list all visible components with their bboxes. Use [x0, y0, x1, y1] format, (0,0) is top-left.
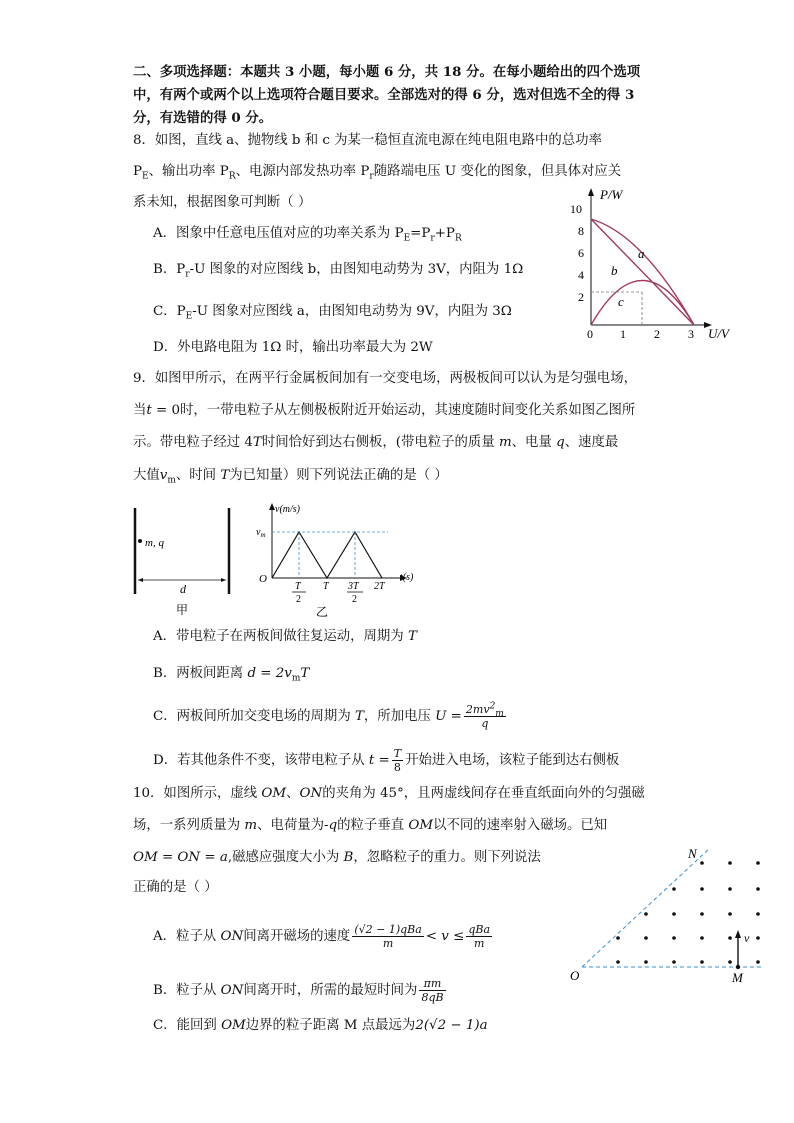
q9-option-c-fraction: $\frac{2mv^2_m}{q}$ [465, 701, 504, 730]
field-dot [700, 936, 704, 940]
q9-stem-line-3: 示。带电粒子经过 4T时间恰好到达右侧板，(带电粒子的质量 m、电量 q、速度最 [133, 435, 619, 450]
q9-stem-line-4: 大值$v_m$、时间 T为已知量）则下列说法正确的是（ ） [133, 468, 448, 486]
q8-option-d: D．外电路电阻为 1Ω 时，输出功率最大为 2W [153, 340, 433, 355]
graph-curve-c [591, 281, 694, 326]
vt-tick-2T: 2T [374, 581, 385, 592]
graph-y-tick-8: 8 [578, 224, 584, 238]
q9-figure-yi [254, 498, 424, 620]
graph-label-a: a [638, 246, 645, 261]
field-dot [728, 887, 732, 891]
field-dot [672, 887, 676, 891]
caption-jia: 甲 [176, 603, 189, 617]
q9-figure-jia [126, 504, 246, 619]
distance-label: d [180, 582, 186, 596]
vt-origin: O [259, 573, 267, 585]
q8-stem-line-1: 8．如图，直线 a、抛物线 b 和 c 为某一稳恒直流电源在纯电阻电路中的总功率 [133, 133, 602, 148]
field-dot [756, 912, 760, 916]
q9-option-b: B．两板间距离 $d = 2v_mT$ [153, 666, 310, 684]
q10-option-a-fraction-2: $\frac{\text{qBa}}{m}$ [468, 923, 491, 950]
q8-option-b: B．$P_r-U$ 图象的对应图线 b，由图知电动势为 3V，内阻为 1Ω [153, 262, 524, 280]
vt-tick-half-num: T [295, 581, 301, 592]
graph-y-arrow [588, 188, 594, 196]
q10-stem-line-3: OM = ON = a,磁感应强度大小为 B，忽略粒子的重力。则下列说法 [133, 850, 541, 865]
field-dot [644, 912, 648, 916]
graph-label-c: c [618, 294, 624, 309]
graph-y-tick-4: 4 [578, 268, 584, 282]
q9-option-d-fraction: $\frac{T}{8}$ [393, 747, 402, 774]
graph-y-tick-10: 10 [570, 202, 582, 216]
field-dot [700, 861, 704, 865]
q10-option-b-fraction: $\frac{\pi m}{8qB}$ [421, 977, 444, 1004]
field-dot [756, 887, 760, 891]
field-dot [672, 912, 676, 916]
vt-t-label: t(s) [400, 572, 414, 583]
label-N: N [688, 846, 697, 861]
field-dot [756, 936, 760, 940]
vt-tick-T: T [323, 581, 329, 592]
graph-y-tick-6: 6 [578, 246, 584, 260]
q9-option-d: D．若其他条件不变，该带电粒子从 t = $\frac{T}{8}$ 开始进入电场，该粒子能到达右侧板 [153, 747, 620, 774]
field-dot [700, 887, 704, 891]
q9-stem-line-2: 当t = 0时，一带电粒子从左侧极板附近开始运动，其速度随时间变化关系如图乙图所 [133, 403, 636, 418]
q10-field-figure [560, 840, 770, 990]
graph-y-tick-2: 2 [578, 290, 584, 304]
field-dot [644, 936, 648, 940]
q10-option-a-fraction-1: $\frac{\text{(√2 − 1)qBa}}{m}$ [354, 923, 422, 950]
vt-tick-3half-den: 2 [352, 594, 357, 605]
point-M [736, 965, 740, 969]
section-header-line-2: 中，有两个或两个以上选项符合题目要求。全部选对的得 6 分，选对但选不全的得 3 [133, 87, 635, 103]
q9-stem-line-1: 9．如图甲所示，在两平行金属板间加有一交变电场，两极板间可以认为是匀强电场， [133, 371, 637, 386]
particle-dot [138, 539, 142, 543]
field-dot [756, 861, 760, 865]
q10-option-b: B．粒子从 ON间离开时，所需的最短时间为 $\frac{\pi m}{8qB}$ [153, 977, 444, 1004]
q9-option-a: A．带电粒子在两板间做往复运动，周期为 T [153, 629, 417, 644]
q10-stem-line-2: 场，一系列质量为 m、电荷量为-q的粒子垂直 OM以不同的速率射入磁场。已知 [133, 818, 608, 833]
q10-stem-line-1: 10．如图所示，虚线 OM、ON的夹角为 45°，且两虚线间存在垂直纸面向外的匀强磁 [133, 786, 645, 801]
section-header-line-3: 分，有选错的得 0 分。 [133, 110, 273, 126]
graph-x-tick-3: 3 [688, 327, 694, 341]
vt-tick-3half-num: 3T [348, 581, 359, 592]
q10-option-c: C．能回到 OM边界的粒子距离 M 点最远为2(√2 − 1)a [153, 1018, 488, 1033]
field-dot [728, 936, 732, 940]
vt-vm-label: $v_m$ [256, 527, 266, 539]
distance-arrow-right [221, 578, 226, 582]
velocity-arrow [735, 930, 741, 938]
field-dot [644, 960, 648, 964]
field-dot [616, 936, 620, 940]
field-dot [700, 912, 704, 916]
q8-stem-line-3: 系未知，根据图象可判断（ ） [133, 195, 312, 210]
q9-option-c: C．两板间所加交变电场的周期为 T，所加电压 U = $\frac{2mv^2_m}{q}$ [153, 701, 504, 730]
graph-x-tick-2: 2 [654, 327, 660, 341]
label-O: O [570, 968, 580, 983]
field-dot [728, 960, 732, 964]
graph-x-label: U/V [708, 326, 729, 341]
q8-option-c: C．$P_E-U$ 图象对应图线 a，由图知电动势为 9V，内阻为 3Ω [153, 304, 512, 322]
graph-x-tick-0: 0 [587, 327, 593, 341]
q8-power-graph [558, 182, 748, 342]
label-v: v [744, 931, 750, 945]
vt-tick-half-den: 2 [296, 594, 301, 605]
field-dot [672, 960, 676, 964]
graph-x-tick-1: 1 [620, 327, 626, 341]
field-dot [616, 960, 620, 964]
distance-arrow-left [138, 578, 143, 582]
line-ON [582, 848, 710, 967]
graph-label-b: b [611, 263, 618, 278]
vt-y-label: v(m/s) [275, 504, 300, 515]
particle-label: m, q [145, 537, 164, 549]
field-dot [728, 861, 732, 865]
vt-triangle-wave [272, 532, 382, 578]
graph-y-label: P/W [600, 187, 623, 202]
q8-stem-line-2: $P_E$、输出功率 $P_R$、电源内部发热功率 $P_r$随路端电压 U 变化的图象，但具体对应关 [133, 164, 622, 182]
field-dot [672, 936, 676, 940]
label-M: M [732, 970, 743, 985]
field-dot [700, 960, 704, 964]
q10-option-a: A．粒子从 ON间离开磁场的速度 $\frac{\text{(√2 − 1)qBa}}{m}$ < v ≤ $\frac{\text{qBa}}{m}$ [153, 923, 491, 950]
field-dot [756, 960, 760, 964]
section-header-line-1: 二、多项选择题：本题共 3 小题，每小题 6 分，共 18 分。在每小题给出的四个选项 [133, 64, 641, 80]
caption-yi: 乙 [316, 605, 329, 619]
graph-curve-a [591, 219, 694, 325]
field-dot [728, 912, 732, 916]
q10-stem-line-4: 正确的是（ ） [133, 880, 218, 895]
q8-option-a: A．图象中任意电压值对应的功率关系为 $P_E=P_r+P_R$ [153, 226, 462, 244]
